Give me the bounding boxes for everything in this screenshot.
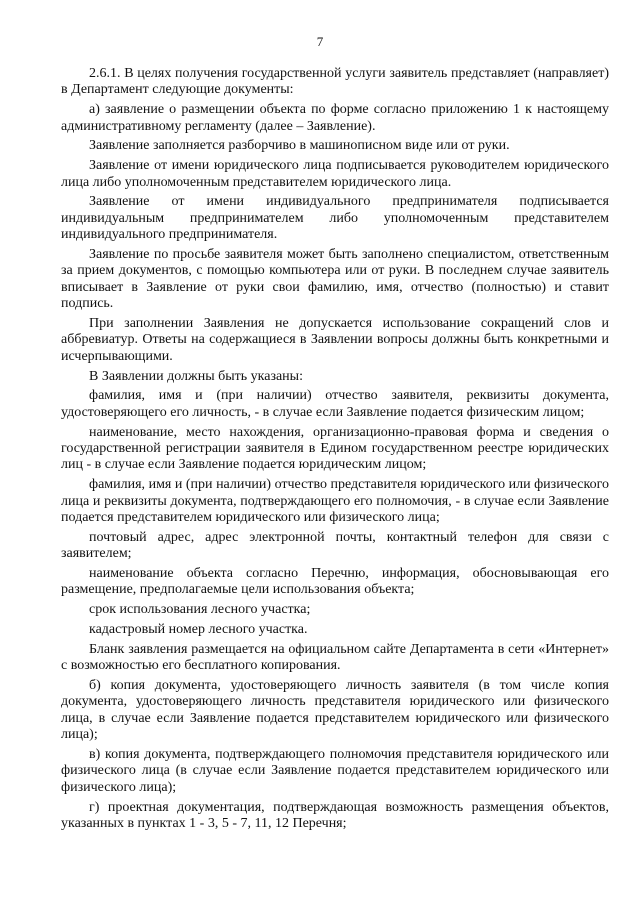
paragraph: наименование, место нахождения, организационно-правовая форма и сведения о государственной регистрации заявителя в Едином государственном реестре юридических лиц - в случае если Заявление подается юридическим лицом; bbox=[61, 424, 609, 473]
paragraph: Заявление заполняется разборчиво в машинописном виде или от руки. bbox=[89, 138, 510, 154]
paragraph: Бланк заявления размещается на официальном сайте Департамента в сети «Интернет» с возможностью его бесплатного копирования. bbox=[61, 641, 609, 674]
page-number: 7 bbox=[316, 34, 324, 49]
paragraph: 2.6.1. В целях получения государственной услуги заявитель представляет (направляет) в Департамент следующие документы: bbox=[61, 66, 609, 98]
paragraph: Заявление от имени юридического лица подписывается руководителем юридического лица либо уполномоченным представителем юридического лица. bbox=[61, 158, 609, 190]
paragraph: При заполнении Заявления не допускается использование сокращений слов и аббревиатур. Ответы на содержащиеся в Заявлении вопросы должны быть конкретными и исчерпывающими. bbox=[61, 316, 609, 364]
paragraph: кадастровый номер лесного участка. bbox=[89, 622, 308, 638]
paragraph: а) заявление о размещении объекта по форме согласно приложению 1 к настоящему административному регламенту (далее – Заявление). bbox=[61, 102, 609, 134]
paragraph: В Заявлении должны быть указаны: bbox=[89, 368, 303, 384]
paragraph: наименование объекта согласно Перечню, информация, обосновывающая его размещение, предполагаемые цели использования объекта; bbox=[61, 566, 609, 598]
paragraph: б) копия документа, удостоверяющего личность заявителя (в том числе копия документа, удостоверяющего личность представителя юридического или физического лица, в случае если Заявление подается представителем юридического или физического лица); bbox=[61, 678, 609, 743]
paragraph: фамилия, имя и (при наличии) отчество заявителя, реквизиты документа, удостоверяющего его личность, - в случае если Заявление подается физическим лицом; bbox=[61, 388, 609, 420]
document-body bbox=[61, 66, 609, 836]
paragraph: почтовый адрес, адрес электронной почты, контактный телефон для связи с заявителем; bbox=[61, 529, 609, 562]
paragraph: в) копия документа, подтверждающего полномочия представителя юридического или физического лица (в случае если Заявление подается представителем юридического или физического лица); bbox=[61, 747, 609, 795]
paragraph: срок использования лесного участка; bbox=[89, 602, 311, 618]
paragraph: фамилия, имя и (при наличии) отчество представителя юридического или физического лица и реквизиты документа, подтверждающего его полномочия, - в случае если Заявление подается представителем юридического или физического лица; bbox=[61, 477, 609, 526]
paragraph: Заявление от имени индивидуального предпринимателя подписывается индивидуальным предпринимателем либо уполномоченным представителем индивидуального предпринимателя. bbox=[61, 194, 609, 243]
paragraph: Заявление по просьбе заявителя может быть заполнено специалистом, ответственным за прием документов, с помощью компьютера или от руки. В последнем случае заявитель вписывает в Заявление от руки свои фамилию, имя, отчество (полностью) и ставит подпись. bbox=[61, 247, 609, 312]
paragraph: г) проектная документация, подтверждающая возможность размещения объектов, указанных в пунктах 1 - 3, 5 - 7, 11, 12 Перечня; bbox=[61, 799, 609, 832]
